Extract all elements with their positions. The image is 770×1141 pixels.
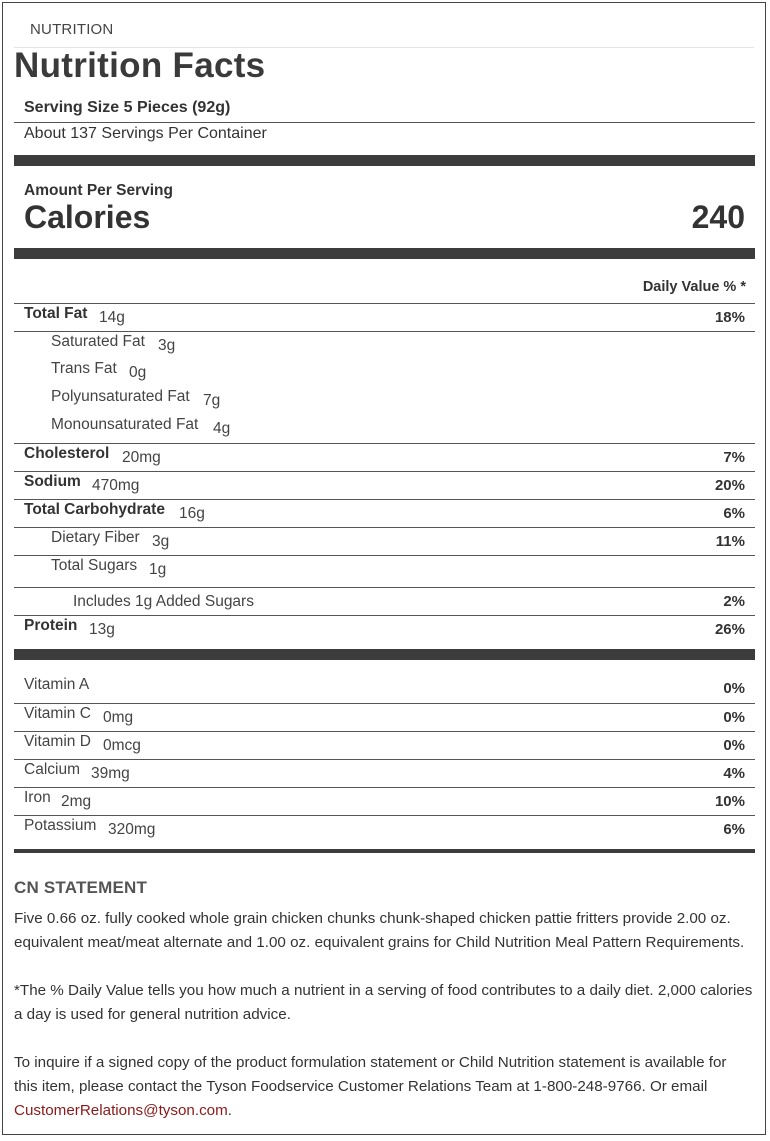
vitamin-row — [14, 731, 755, 759]
nutrient-row — [14, 359, 755, 387]
nutrient-row — [14, 443, 755, 471]
inquiry-paragraph — [14, 1051, 754, 1123]
vitamin-name: Vitamin D — [24, 733, 91, 750]
amount-per-serving-label: Amount Per Serving — [24, 182, 173, 199]
nutrient-name: Dietary Fiber — [51, 529, 140, 546]
nutrient-name: Protein — [24, 617, 78, 634]
section-label: NUTRITION — [30, 21, 114, 38]
vitamin-daily-value: 0% — [723, 737, 745, 754]
nutrient-name: Saturated Fat — [51, 333, 145, 350]
nutrient-daily-value: 26% — [714, 621, 745, 638]
vitamin-amount: 2mg — [61, 793, 92, 810]
nutrient-daily-value: 7% — [723, 449, 745, 466]
cn-statement-text: Five 0.66 oz. fully cooked whole grain chicken chunks chunk-shaped chicken pattie fritters provide 2.00 oz. equivalent meat/meat alternate and 1.00 oz. equivalent grains for Child Nutrition Meal Pattern Requirements. — [14, 910, 745, 951]
serving-size: Serving Size 5 Pieces (92g) — [24, 99, 231, 116]
nutrient-name: Monounsaturated Fat — [51, 416, 199, 433]
vitamin-amount: 320mg — [108, 821, 156, 838]
nutrient-amount: 470mg — [92, 477, 140, 494]
vitamin-row — [14, 703, 755, 731]
vitamin-name: Iron — [24, 789, 51, 806]
vitamin-name: Calcium — [24, 761, 80, 778]
calories-label: Calories — [24, 199, 151, 235]
servings-per-container: About 137 Servings Per Container — [24, 125, 267, 142]
thick-divider — [14, 649, 755, 660]
nutrient-amount: 7g — [203, 392, 221, 409]
thick-divider — [14, 248, 755, 259]
vitamin-daily-value: 0% — [723, 680, 745, 697]
nutrient-amount: 3g — [158, 337, 176, 354]
vitamin-row — [14, 815, 755, 843]
nutrient-row — [14, 527, 755, 555]
nutrient-name: Sodium — [24, 473, 81, 490]
nutrient-name: Total Fat — [24, 305, 88, 322]
nutrient-amount: 14g — [99, 309, 125, 326]
divider — [14, 122, 755, 123]
nutrient-name: Trans Fat — [51, 360, 117, 377]
nutrient-name: Total Sugars — [51, 557, 138, 574]
cn-statement-title: CN STATEMENT — [14, 878, 148, 897]
nutrient-row — [14, 555, 755, 587]
inquiry-text: To inquire if a signed copy of the product formulation statement or Child Nutrition statement is available for this item, please contact the Tyson Foodservice Customer Relations Team at 1-800-248-9766. Or email — [14, 1054, 727, 1095]
daily-value-footnote: *The % Daily Value tells you how much a nutrient in a serving of food contributes to a daily diet. 2,000 calories a day is used for general nutrition advice. — [14, 982, 753, 1023]
nutrient-daily-value: 2% — [723, 593, 745, 610]
vitamin-name: Vitamin A — [24, 676, 90, 693]
vitamin-name: Vitamin C — [24, 705, 91, 722]
vitamin-daily-value: 10% — [714, 793, 745, 810]
vitamin-amount: 0mcg — [103, 737, 141, 754]
vitamin-row — [14, 675, 755, 703]
nutrient-amount: 20mg — [122, 449, 161, 466]
nutrient-daily-value: 18% — [714, 309, 745, 326]
nutrient-amount: 0g — [129, 364, 147, 381]
page-title: Nutrition Facts — [14, 46, 266, 85]
nutrient-amount: 3g — [152, 533, 170, 550]
nutrient-row — [14, 331, 755, 359]
vitamin-row — [14, 787, 755, 815]
nutrient-name: Polyunsaturated Fat — [51, 388, 190, 405]
nutrient-row — [14, 587, 755, 615]
nutrient-amount: 16g — [179, 505, 205, 522]
vitamin-daily-value: 6% — [723, 821, 745, 838]
vitamin-daily-value: 0% — [723, 709, 745, 726]
nutrient-row — [14, 303, 755, 331]
nutrient-daily-value: 20% — [714, 477, 745, 494]
nutrient-name: Includes 1g Added Sugars — [73, 593, 254, 610]
thick-divider — [14, 155, 755, 166]
vitamin-name: Potassium — [24, 817, 97, 834]
nutrient-row — [14, 499, 755, 527]
nutrient-amount: 4g — [213, 420, 231, 437]
nutrient-row — [14, 471, 755, 499]
nutrient-row — [14, 387, 755, 415]
nutrient-amount: 13g — [89, 621, 115, 638]
nutrient-row — [14, 415, 755, 443]
nutrient-amount: 1g — [149, 561, 167, 578]
vitamin-row — [14, 759, 755, 787]
nutrient-daily-value: 11% — [715, 533, 745, 550]
inquiry-end: . — [227, 1102, 233, 1119]
nutrient-row — [14, 615, 755, 643]
nutrient-name: Cholesterol — [24, 445, 110, 462]
bottom-divider — [14, 849, 755, 853]
vitamin-daily-value: 4% — [723, 765, 745, 782]
email-link[interactable]: CustomerRelations@tyson.com — [14, 1102, 228, 1119]
vitamin-amount: 0mg — [103, 709, 134, 726]
nutrient-name: Total Carbohydrate — [24, 501, 165, 518]
vitamin-amount: 39mg — [91, 765, 130, 782]
daily-value-header: Daily Value % * — [642, 279, 746, 295]
nutrient-daily-value: 6% — [723, 505, 745, 522]
calories-value: 240 — [691, 199, 745, 235]
